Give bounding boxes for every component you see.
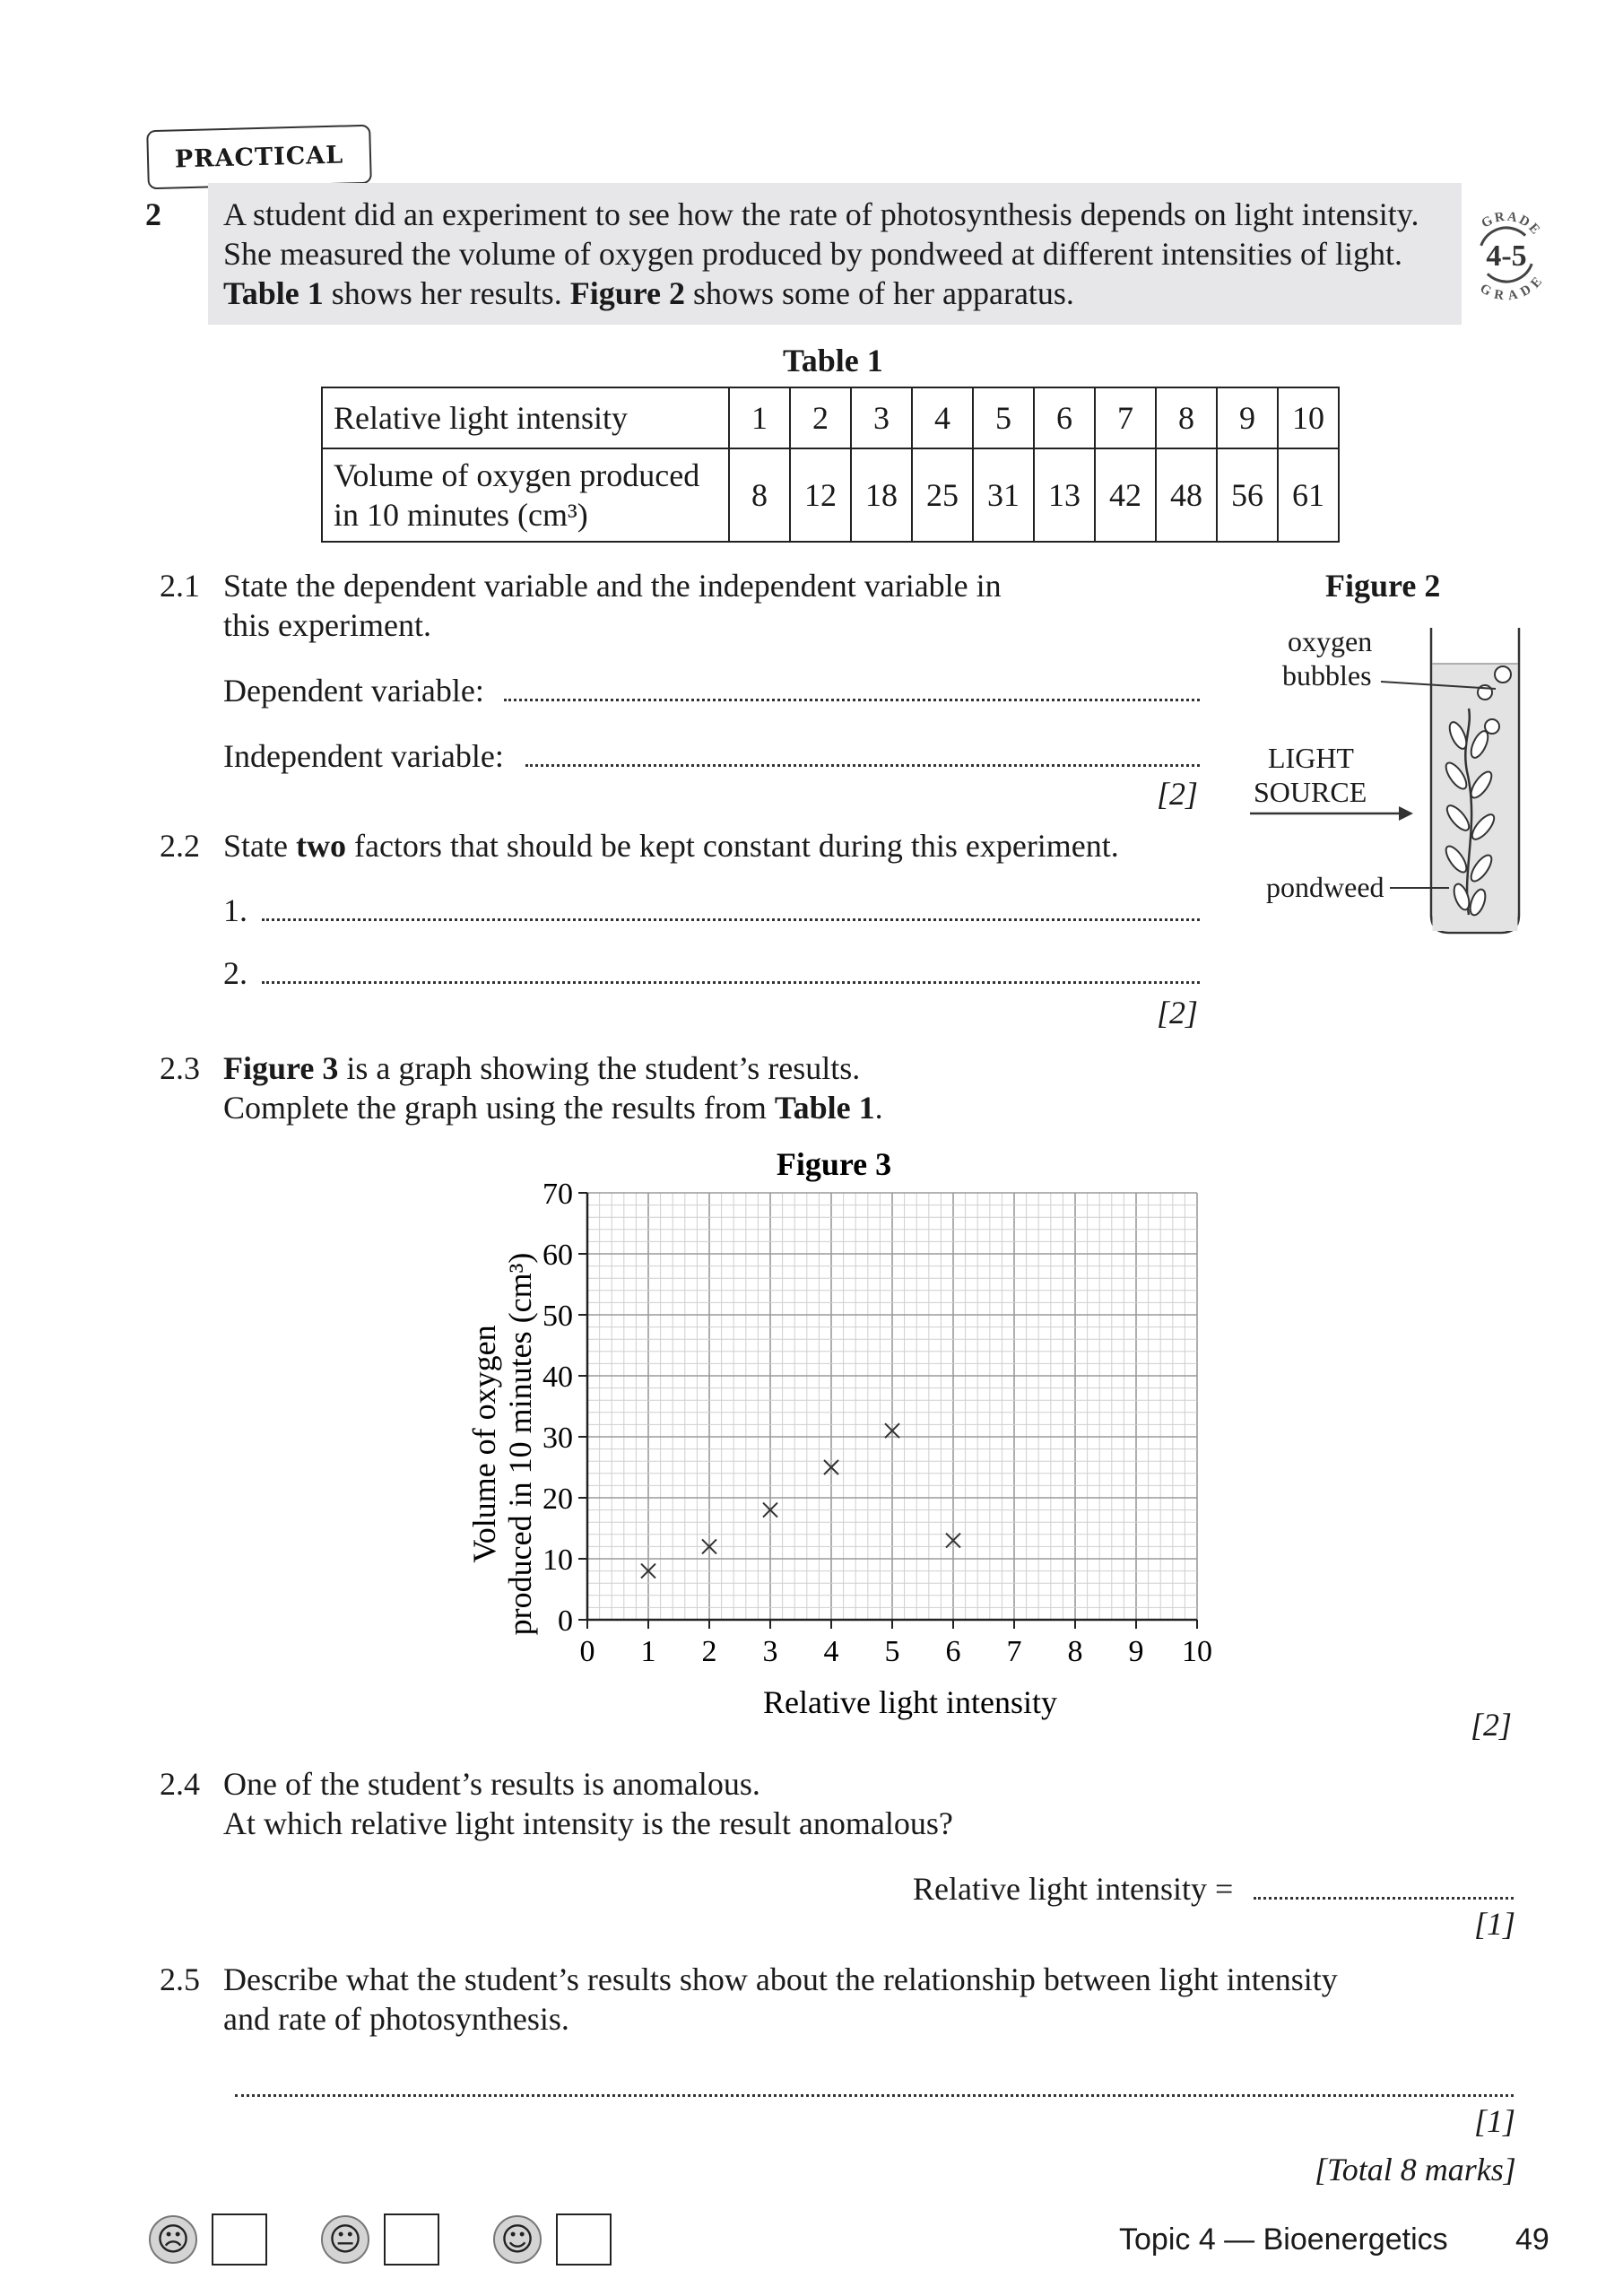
grade-word-top: GRADE — [1479, 209, 1544, 239]
confidence-box-mid[interactable] — [384, 2213, 439, 2266]
table-cell: 31 — [973, 448, 1034, 542]
grade-badge — [1460, 208, 1553, 301]
table1-caption: Table 1 — [783, 343, 883, 378]
confidence-box-high[interactable] — [556, 2213, 612, 2266]
q2-2-text: State two factors that should be kept constant during this experiment. — [223, 828, 1119, 864]
figure2-label-oxygen-1: oxygen — [1288, 625, 1373, 657]
y-tick-label: 60 — [542, 1239, 573, 1272]
x-tick-label: 7 — [1006, 1635, 1022, 1668]
table-cell: 7 — [1095, 387, 1156, 448]
intro-line-2: She measured the volume of oxygen produced by pondweed at different intensities of light. — [223, 236, 1403, 272]
q2-1-line-1: State the dependent variable and the independent variable in — [223, 568, 1002, 604]
neutral-face-icon: 😐 — [321, 2215, 369, 2264]
q2-1-marks: [2] — [1157, 776, 1199, 812]
x-axis-label: Relative light intensity — [763, 1684, 1057, 1720]
independent-label: Independent variable: — [223, 738, 504, 774]
x-tick-label: 9 — [1128, 1635, 1144, 1668]
grade-value: 4-5 — [1486, 239, 1527, 273]
table-cell: 6 — [1034, 387, 1095, 448]
figure3-chart[interactable] — [430, 1139, 1273, 1731]
table-cell: 56 — [1217, 448, 1278, 542]
y-tick-label: 20 — [542, 1483, 573, 1516]
q2-2-item-2: 2. — [223, 955, 247, 991]
x-tick-label: 3 — [762, 1635, 778, 1668]
table-cell: 5 — [973, 387, 1034, 448]
figure2-caption: Figure 2 — [1325, 568, 1441, 604]
figure2-label-light-2: SOURCE — [1254, 776, 1367, 808]
table-row-volume — [322, 448, 1339, 542]
q2-2-item-1: 1. — [223, 892, 247, 928]
table-row-intensity — [322, 387, 1339, 448]
x-tick-label: 0 — [579, 1635, 595, 1668]
x-tick-label: 6 — [945, 1635, 961, 1668]
intro-line-3: Table 1 shows her results. Figure 2 shows some of her apparatus. — [223, 275, 1074, 311]
x-tick-label: 1 — [640, 1635, 656, 1668]
page-number: 49 — [1515, 2222, 1549, 2257]
q2-2-number: 2.2 — [160, 828, 200, 864]
q2-3-number: 2.3 — [160, 1050, 200, 1086]
factor-2-answer-line[interactable] — [262, 981, 1200, 984]
table-cell: 8 — [1156, 387, 1217, 448]
figure2-label-oxygen-2: bubbles — [1282, 659, 1372, 691]
x-tick-label: 2 — [701, 1635, 717, 1668]
q2-1-line-2: this experiment. — [223, 607, 431, 643]
figure2-label-pondweed: pondweed — [1266, 871, 1384, 903]
x-tick-label: 8 — [1067, 1635, 1083, 1668]
table-cell: 4 — [912, 387, 973, 448]
q2-5-number: 2.5 — [160, 1961, 200, 1997]
svg-text:GRADE — [1478, 274, 1547, 301]
q2-4-marks: [1] — [1474, 1906, 1516, 1942]
x-tick-label: 5 — [884, 1635, 900, 1668]
table-cell: 25 — [912, 448, 973, 542]
anomalous-answer-line[interactable] — [1254, 1897, 1514, 1900]
table-cell: 48 — [1156, 448, 1217, 542]
table1 — [321, 387, 1340, 543]
practical-badge — [146, 125, 372, 190]
y-tick-label: 0 — [558, 1605, 573, 1638]
practical-label: PRACTICAL — [174, 141, 344, 173]
anomalous-answer-label: Relative light intensity = — [913, 1871, 1234, 1907]
figure2-label-light-1: LIGHT — [1268, 742, 1354, 774]
table-cell: 2 — [790, 387, 851, 448]
grade-word-bottom: GRADE — [1477, 273, 1547, 301]
intro-line-1: A student did an experiment to see how the rate of photosynthesis depends on light intensity. — [223, 196, 1419, 232]
factor-1-answer-line[interactable] — [262, 918, 1200, 921]
y-tick-label: 40 — [542, 1361, 573, 1394]
y-tick-label: 70 — [542, 1178, 573, 1211]
q2-5-marks: [1] — [1474, 2103, 1516, 2139]
table-header-intensity: Relative light intensity — [322, 387, 729, 448]
table-cell: 42 — [1095, 448, 1156, 542]
table-header-volume: Volume of oxygen produced in 10 minutes (cm³) — [322, 448, 729, 542]
q2-5-line-1: Describe what the student’s results show about the relationship between light intensity — [223, 1961, 1338, 1997]
y-tick-label: 30 — [542, 1422, 573, 1455]
q2-3-line-2: Complete the graph using the results from Table 1. — [223, 1090, 883, 1126]
dependent-answer-line[interactable] — [504, 699, 1200, 701]
chart-title: Figure 3 — [776, 1146, 892, 1182]
table-cell: 12 — [790, 448, 851, 542]
q2-4-line-2: At which relative light intensity is the result anomalous? — [223, 1805, 953, 1841]
table-cell: 61 — [1278, 448, 1339, 542]
happy-face-icon: ☺ — [493, 2215, 542, 2264]
q2-5-line-2: and rate of photosynthesis. — [223, 2001, 569, 2037]
table-cell: 8 — [729, 448, 790, 542]
q2-3-marks: [2] — [1471, 1707, 1513, 1743]
table-cell: 3 — [851, 387, 912, 448]
table-cell: 18 — [851, 448, 912, 542]
independent-answer-line[interactable] — [525, 764, 1200, 767]
question-number: 2 — [145, 196, 161, 232]
dependent-label: Dependent variable: — [223, 673, 484, 709]
confidence-box-low[interactable] — [212, 2213, 267, 2266]
table-cell: 9 — [1217, 387, 1278, 448]
q2-1-number: 2.1 — [160, 568, 200, 604]
table-cell: 13 — [1034, 448, 1095, 542]
x-tick-label: 4 — [823, 1635, 839, 1668]
describe-answer-line[interactable] — [235, 2094, 1514, 2097]
y-tick-label: 10 — [542, 1544, 573, 1577]
y-axis-label-line-1: Volume of oxygen — [466, 1325, 502, 1563]
q2-4-number: 2.4 — [160, 1766, 200, 1802]
footer-topic: Topic 4 — Bioenergetics — [1119, 2222, 1448, 2257]
sad-face-icon: ☹ — [149, 2215, 197, 2264]
table-cell: 10 — [1278, 387, 1339, 448]
table-cell: 1 — [729, 387, 790, 448]
q2-2-marks: [2] — [1157, 995, 1199, 1031]
q2-3-line-1: Figure 3 is a graph showing the student’s results. — [223, 1050, 861, 1086]
y-axis-label-line-2: produced in 10 minutes (cm³) — [502, 1252, 538, 1636]
x-tick-label: 10 — [1182, 1635, 1212, 1668]
figure2-apparatus — [1237, 619, 1533, 951]
y-tick-label: 50 — [542, 1300, 573, 1333]
total-marks: [Total 8 marks] — [1315, 2152, 1516, 2187]
q2-4-line-1: One of the student’s results is anomalous. — [223, 1766, 760, 1802]
